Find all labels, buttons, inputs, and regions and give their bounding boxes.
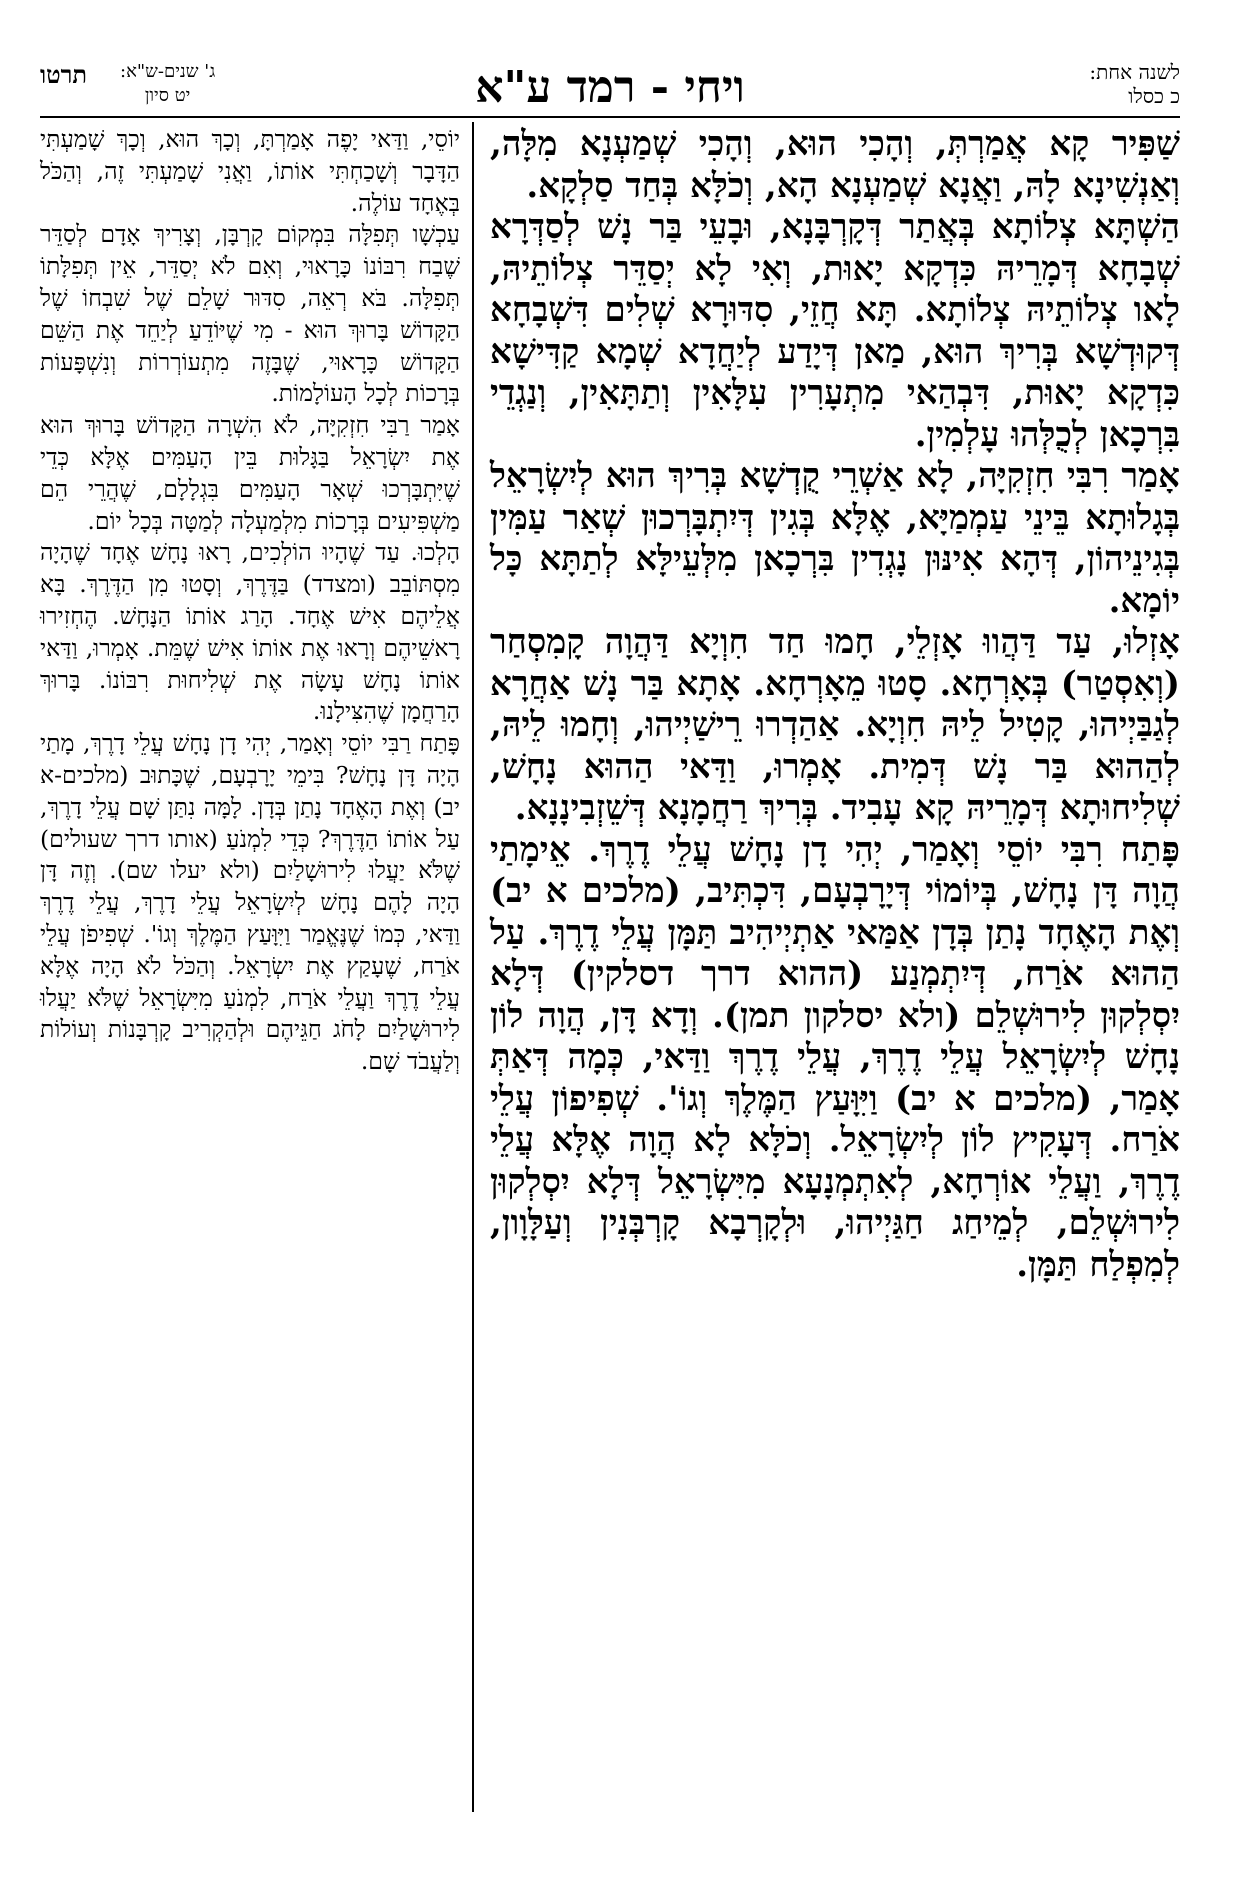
main-paragraph: אָמַר רִבִּי חִזְקִיָּה, לָא אַשְׁרֵי קֻדְשָׁא בְּרִיךְ הוּא לְיִשְׂרָאֵל בְּגָלוּתָא בֵּינֵי עַמְמַיָּא, אֶלָּא בְּגִין דְּיִתְבָּרְכוּן שְׁאַר עַמִּין בְּגִינֵיהוֹן, דְּהָא אִינּוּן נָגְדִין בִּרְכָאן מִלְּעֵילָּא לְתַתָּא כָּל יוֹמָא. — [490, 456, 1180, 621]
main-text-column — [490, 124, 1180, 1286]
translation-paragraph: יוֹסֵי, וַדַּאי יָפֶה אָמַרְתָּ, וְכָךְ הוּא, וְכָךְ שָׁמַעְתִּי הַדָּבָר וְשָׁכַחְתִּי אוֹתוֹ, וַאֲנִי שָׁמַעְתִּי זֶה, וְהַכֹּל בְּאֶחָד עוֹלֶה. — [40, 125, 460, 217]
header-schedule-date: יט סיון — [144, 85, 191, 106]
header-page-info — [40, 60, 260, 116]
translation-paragraph: עַכְשָׁו תְּפִלָּה בִּמְקוֹם קָרְבָּן, וְצָרִיךְ אָדָם לְסַדֵּר שֶׁבַח רִבּוֹנוֹ כָּרָאוּי, וְאִם לֹא יְסַדֵּר, אֵין תְּפִלָּתוֹ תְּפִלָּה. בֹּא רְאֵה, סִדּוּר שָׁלֵם שֶׁל שִׁבְחוֹ שֶׁל הַקָּדוֹשׁ בָּרוּךְ הוּא - מִי שֶׁיּוֹדֵעַ לְיַחֵד אֶת הַשֵּׁם הַקָּדוֹשׁ כָּרָאוּי, שֶׁבָּזֶה מִתְעוֹרְרוֹת וְנִשְׁפָּעוֹת בְּרָכוֹת לְכָל הָעוֹלָמוֹת. — [40, 220, 460, 408]
translation-paragraph: פָּתַח רַבִּי יוֹסֵי וְאָמַר, יְהִי דָן נָחָשׁ עֲלֵי דָרֶךְ, מָתַי הָיָה דָּן נָחָשׁ? בִּימֵי יָרָבְעָם, שֶׁכָּתוּב (מלכים-א יב) וְאֶת הָאֶחָד נָתַן בְּדָן. לָמָּה נִתַּן שָׁם עֲלֵי דָרֶךְ, עַל אוֹתוֹ הַדֶּרֶךְ? כְּדֵי לִמְנֹעַ (אותו דרך שעולים) שֶׁלֹּא יַעֲלוּ לִירוּשָׁלַיִם (ולא יעלו שם). וְזֶה דָּן הָיָה לָהֶם נָחָשׁ לְיִשְׂרָאֵל עֲלֵי דָרֶךְ, עֲלֵי דֶרֶךְ וַדַּאי, כְּמוֹ שֶׁנֶּאֱמַר וַיִּוָּעַץ הַמֶּלֶךְ וְגוֹ'. שְׁפִיפֹן עֲלֵי אֹרַח, שֶׁעָקַץ אֶת יִשְׂרָאֵל. וְהַכֹּל לֹא הָיָה אֶלָּא עֲלֵי דֶרֶךְ וַעֲלֵי אֹרַח, לִמְנֹעַ מִיִּשְׂרָאֵל שֶׁלֹּא יַעֲלוּ לִירוּשָׁלַיִם לָחֹג חַגֵּיהֶם וּלְהַקְרִיב קָרְבָּנוֹת וְעוֹלוֹת וְלַעֲבֹד שָׁם. — [40, 729, 460, 1076]
header-schedule — [120, 60, 215, 108]
main-paragraph: שַׁפִּיר קָא אֲמַרְתְּ, וְהָכִי הוּא, וְהָכִי שְׁמַעְנָא מִלָּה, וְאַנְשִׁינָא לָהּ, וַאֲנָא שְׁמַעְנָא הָא, וְכֹלָּא בְּחַד סַלְקָא. — [490, 124, 1180, 206]
page-header — [40, 60, 1180, 118]
header-cycle-date: כ כסלו — [1128, 84, 1180, 108]
main-paragraph: אָזְלוּ, עַד דַּהֲווּ אָזְלֵי, חָמוּ חַד חִוְיָא דַּהֲוָה קָמִסְחַר (וְאִסְטַר) בְּאָרְחָא. סָטוּ מֵאָרְחָא. אָתָא בַּר נָשׁ אַחֲרָא לְגַבַּיְיהוּ, קָטִיל לֵיהּ חִוְיָא. אַהַדְרוּ רֵישַׁיְיהוּ, וְחָמוּ לֵיהּ, לְהַהוּא בַּר נָשׁ דְּמִית. אָמְרוּ, וַדַּאי הַהוּא נָחָשׁ, שְׁלִיחוּתָא דְּמָרֵיהּ קָא עָבִיד. בְּרִיךְ רַחֲמָנָא דְּשֵׁזְבִינָנָא. — [490, 622, 1180, 828]
translation-paragraph: הָלְכוּ. עַד שֶׁהָיוּ הוֹלְכִים, רָאוּ נָחָשׁ אֶחָד שֶׁהָיָה מִסְתּוֹבֵב (ומצדד) בַּדֶּרֶךְ, וְסָטוּ מִן הַדֶּרֶךְ. בָּא אֲלֵיהֶם אִישׁ אֶחָד. הָרַג אוֹתוֹ הַנָּחָשׁ. הֶחְזִירוּ רָאשֵׁיהֶם וְרָאוּ אֶת אוֹתוֹ אִישׁ שֶׁמֵּת. אָמְרוּ, וַדַּאי אוֹתוֹ נָחָשׁ עָשָׂה אֶת שְׁלִיחוּת רִבּוֹנוֹ. בָּרוּךְ הָרַחֲמָן שֶׁהִצִּילָנוּ. — [40, 538, 460, 726]
header-divider — [40, 116, 1180, 118]
translation-paragraph: אָמַר רַבִּי חִזְקִיָּה, לֹא הִשְׁרָה הַקָּדוֹשׁ בָּרוּךְ הוּא אֶת יִשְׂרָאֵל בַּגָּלוּת בֵּין הָעַמִּים אֶלָּא כְּדֵי שֶׁיִּתְבָּרְכוּ שְׁאָר הָעַמִּים בִּגְלָלָם, שֶׁהֲרֵי הֵם מַשְׁפִּיעִים בְּרָכוֹת מִלְמַעְלָה לְמַטָּה בְּכָל יוֹם. — [40, 411, 460, 535]
main-paragraph: פָּתַח רִבִּי יוֹסֵי וְאָמַר, יְהִי דָן נָחָשׁ עֲלֵי דֶרֶךְ. אֵימָתַי הֲוָה דָּן נָחָשׁ, בְּיוֹמוֹי דְּיָרָבְעָם, דִּכְתִּיב, (מלכים א יב) וְאֶת הָאֶחָד נָתַן בְּדָן אַמַּאי אַתְיְיהִיב תַּמָּן עֲלֵי דֶרֶךְ. עַל הַהוּא אֹרַח, דְּיִתְמְנַע (ההוא דרך דסלקין) דְּלָא יִסְלְקוּן לִירוּשְׁלֵם (ולא יסלקון תמן). וְדָא דָּן, הֲוָה לוֹן נָחָשׁ לְיִשְׂרָאֵל עֲלֵי דֶרֶךְ, עֲלֵי דֶרֶךְ וַדַּאי, כְּמָה דְּאַתְּ אָמַר, (מלכים א יב) וַיִּוָּעַץ הַמֶּלֶךְ וְגוֹ'. שְׁפִיפוֹן עֲלֵי אֹרַח. דְּעָקִיץ לוֹן לְיִשְׂרָאֵל. וְכֹלָּא לָא הֲוָה אֶלָּא עֲלֵי דֶרֶךְ, וַעֲלֵי אוֹרְחָא, לְאִתְמְנָעָא מִיִּשְׂרָאֵל דְּלָא יִסְלְקוּן לִירוּשְׁלֵם, לְמֵיחַג חַגַּיְיהוּ, וּלְקָרְבָא קָרְבְּנִין וְעַלָּוָון, לְמִפְלַח תַּמָּן. — [490, 829, 1180, 1285]
page-number: תרטו — [40, 60, 88, 89]
column-divider — [472, 122, 474, 1812]
main-paragraph: הַשְׁתָּא צְלוֹתָא בְּאֲתַר דְּקָרְבָּנָא, וּבָעֵי בַּר נָשׁ לְסַדְּרָא שְׁבָחָא דְּמָרֵיהּ כִּדְקָא יָאוּת, וְאִי לָא יְסַדֵּר צְלוֹתֵיהּ, לָאו צְלוֹתֵיהּ צְלוֹתָא. תָּא חֲזֵי, סִדּוּרָא שְׁלִים דִּשְׁבָחָא דְּקוּדְשָׁא בְּרִיךְ הוּא, מַאן דְּיָדַע לְיַחֲדָא שְׁמָא קַדִּישָׁא כִּדְקָא יָאוּת, דִּבְהַאי מִתְעָרִין עִלָּאִין וְתַתָּאִין, וְנַגְדֵי בִּרְכָאן לְכֻלְּהוּ עָלְמִין. — [490, 207, 1180, 455]
translation-column — [40, 124, 460, 1078]
page-title: ויחי - רמד ע"א — [475, 62, 745, 113]
header-schedule-label: ג' שנים-ש"א: — [120, 61, 216, 82]
header-cycle-label: לשנה אחת: — [1089, 60, 1180, 84]
